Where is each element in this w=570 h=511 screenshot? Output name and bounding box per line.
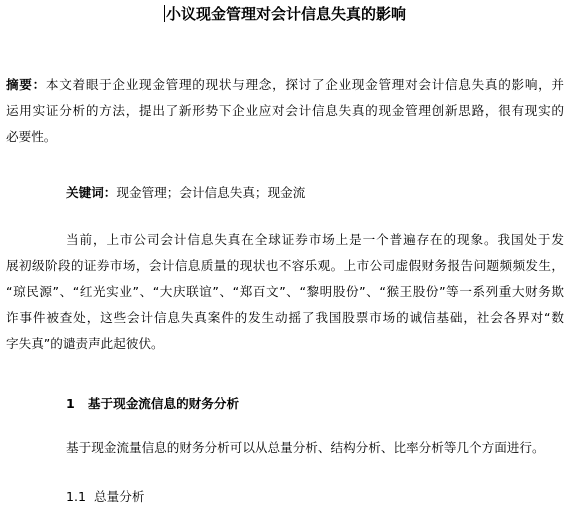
- subsection-heading: [66, 484, 564, 510]
- document-title: 小议现金管理对会计信息失真的影响: [165, 5, 406, 23]
- intro-line: 诈事件被查处，这些会计信息失真案件的发生动摇了我国股票市场的诚信基础，社会各界对“数: [6, 310, 564, 325]
- keywords-line: [66, 180, 564, 206]
- abstract-line: 运用实证分析的方法，提出了新形势下企业应对会计信息失真的现金管理创新思路，很有现实的: [6, 103, 564, 118]
- text-cursor: [164, 5, 165, 22]
- intro-line: 展初级阶段的证券市场，会计信息质量的现状也不容乐观。上市公司虚假财务报告问题频频发生，: [6, 258, 564, 273]
- intro-line: “琼民源”、“红光实业”、“大庆联谊”、“郑百文”、“黎明股份”、“猴王股份”等一系列重大财务欺: [6, 284, 564, 299]
- intro-line: 字失真”的谴责声此起彼伏。: [6, 336, 164, 351]
- section-body-line: 基于现金流量信息的财务分析可以从总量分析、结构分析、比率分析等几个方面进行。: [66, 440, 545, 455]
- section-body-paragraph: [66, 435, 564, 461]
- keywords-label: 关键词：: [66, 185, 117, 200]
- abstract-line: 摘要：本文着眼于企业现金管理的现状与理念，探讨了企业现金管理对会计信息失真的影响，并: [6, 77, 565, 92]
- section-number: 1: [66, 396, 75, 411]
- abstract-label: 摘要：: [6, 77, 46, 92]
- section-title: 基于现金流信息的财务分析: [87, 396, 240, 411]
- subsection-number: 1.1: [66, 489, 87, 504]
- abstract-paragraph: [6, 72, 564, 150]
- intro-line: 当前，上市公司会计信息失真在全球证券市场上是一个普遍存在的现象。我国处于发: [66, 232, 564, 247]
- keywords-paragraph: [66, 180, 564, 206]
- keywords-text: 现金管理；会计信息失真；现金流: [116, 185, 306, 200]
- abstract-line: 必要性。: [6, 129, 57, 144]
- section-heading: [66, 391, 564, 417]
- subsection-title: 总量分析: [94, 489, 145, 504]
- intro-paragraph: [6, 227, 564, 357]
